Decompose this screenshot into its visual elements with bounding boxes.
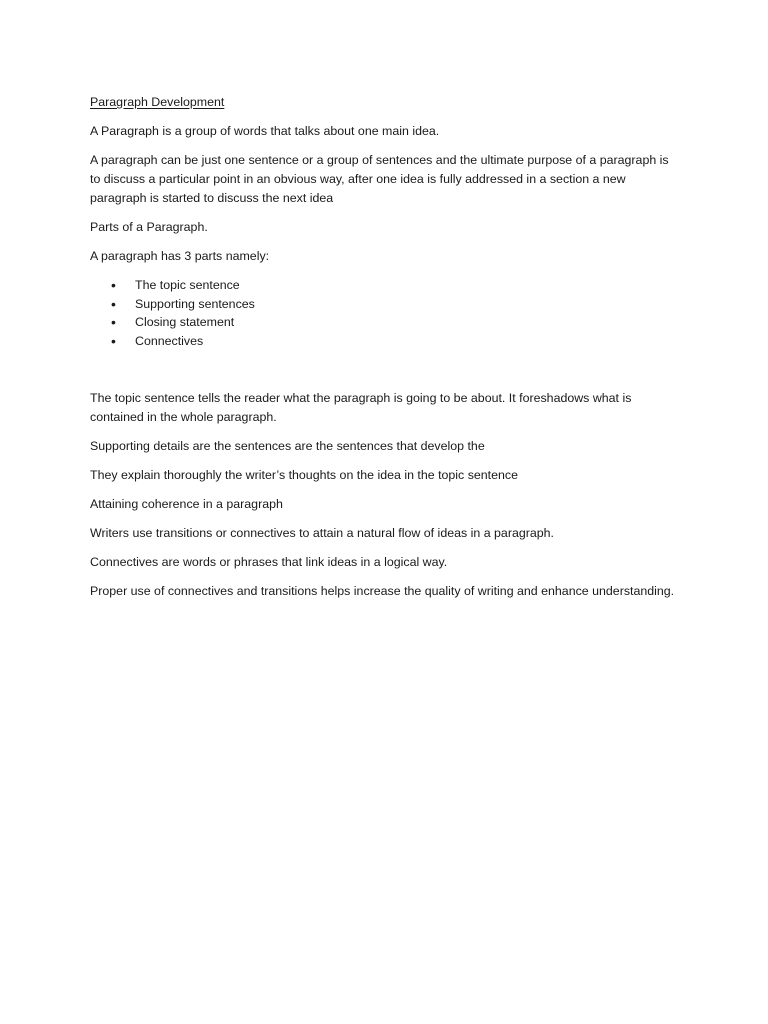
list-item bbox=[90, 313, 680, 332]
definition-paragraph: A paragraph can be just one sentence or a group of sentences and the ultimate purpose of a paragraph is to discuss a particular point in an obvious way, after one idea is fully addressed in a section a new paragraph is started to discuss the next idea bbox=[90, 153, 669, 205]
blank-line bbox=[90, 360, 680, 389]
document-title: Paragraph Development bbox=[90, 95, 225, 109]
bullet-icon: • bbox=[111, 277, 116, 293]
transitions-paragraph: Writers use transitions or connectives to attain a natural flow of ideas in a paragraph. bbox=[90, 526, 554, 541]
list-item-label: The topic sentence bbox=[135, 278, 240, 292]
coherence-heading: Attaining coherence in a paragraph bbox=[90, 497, 283, 512]
supporting-details-paragraph: Supporting details are the sentences are the sentences that develop the bbox=[90, 439, 485, 454]
proper-use-paragraph: Proper use of connectives and transitions helps increase the quality of writing and enhance understanding. bbox=[90, 584, 675, 599]
parts-heading: Parts of a Paragraph. bbox=[90, 220, 208, 234]
connectives-definition-paragraph: Connectives are words or phrases that link ideas in a logical way. bbox=[90, 555, 448, 570]
topic-sentence-paragraph: The topic sentence tells the reader what the paragraph is going to be about. It foreshadows what is contained in the whole paragraph. bbox=[90, 391, 632, 425]
bullet-icon: • bbox=[111, 295, 116, 312]
list-item-label: Connectives bbox=[135, 333, 204, 348]
parts-list bbox=[90, 276, 680, 350]
bullet-icon: • bbox=[111, 314, 116, 331]
bullet-icon: • bbox=[111, 332, 116, 349]
list-item-label: Supporting sentences bbox=[135, 296, 255, 311]
parts-intro: A paragraph has 3 parts namely: bbox=[90, 249, 270, 263]
list-item bbox=[90, 276, 680, 295]
list-item bbox=[90, 295, 680, 314]
intro-paragraph: A Paragraph is a group of words that talks about one main idea. bbox=[90, 124, 440, 138]
document-page bbox=[90, 93, 680, 611]
list-item bbox=[90, 332, 680, 351]
list-item-label: Closing statement bbox=[135, 315, 235, 330]
explain-paragraph: They explain thoroughly the writer’s thoughts on the idea in the topic sentence bbox=[90, 468, 518, 483]
